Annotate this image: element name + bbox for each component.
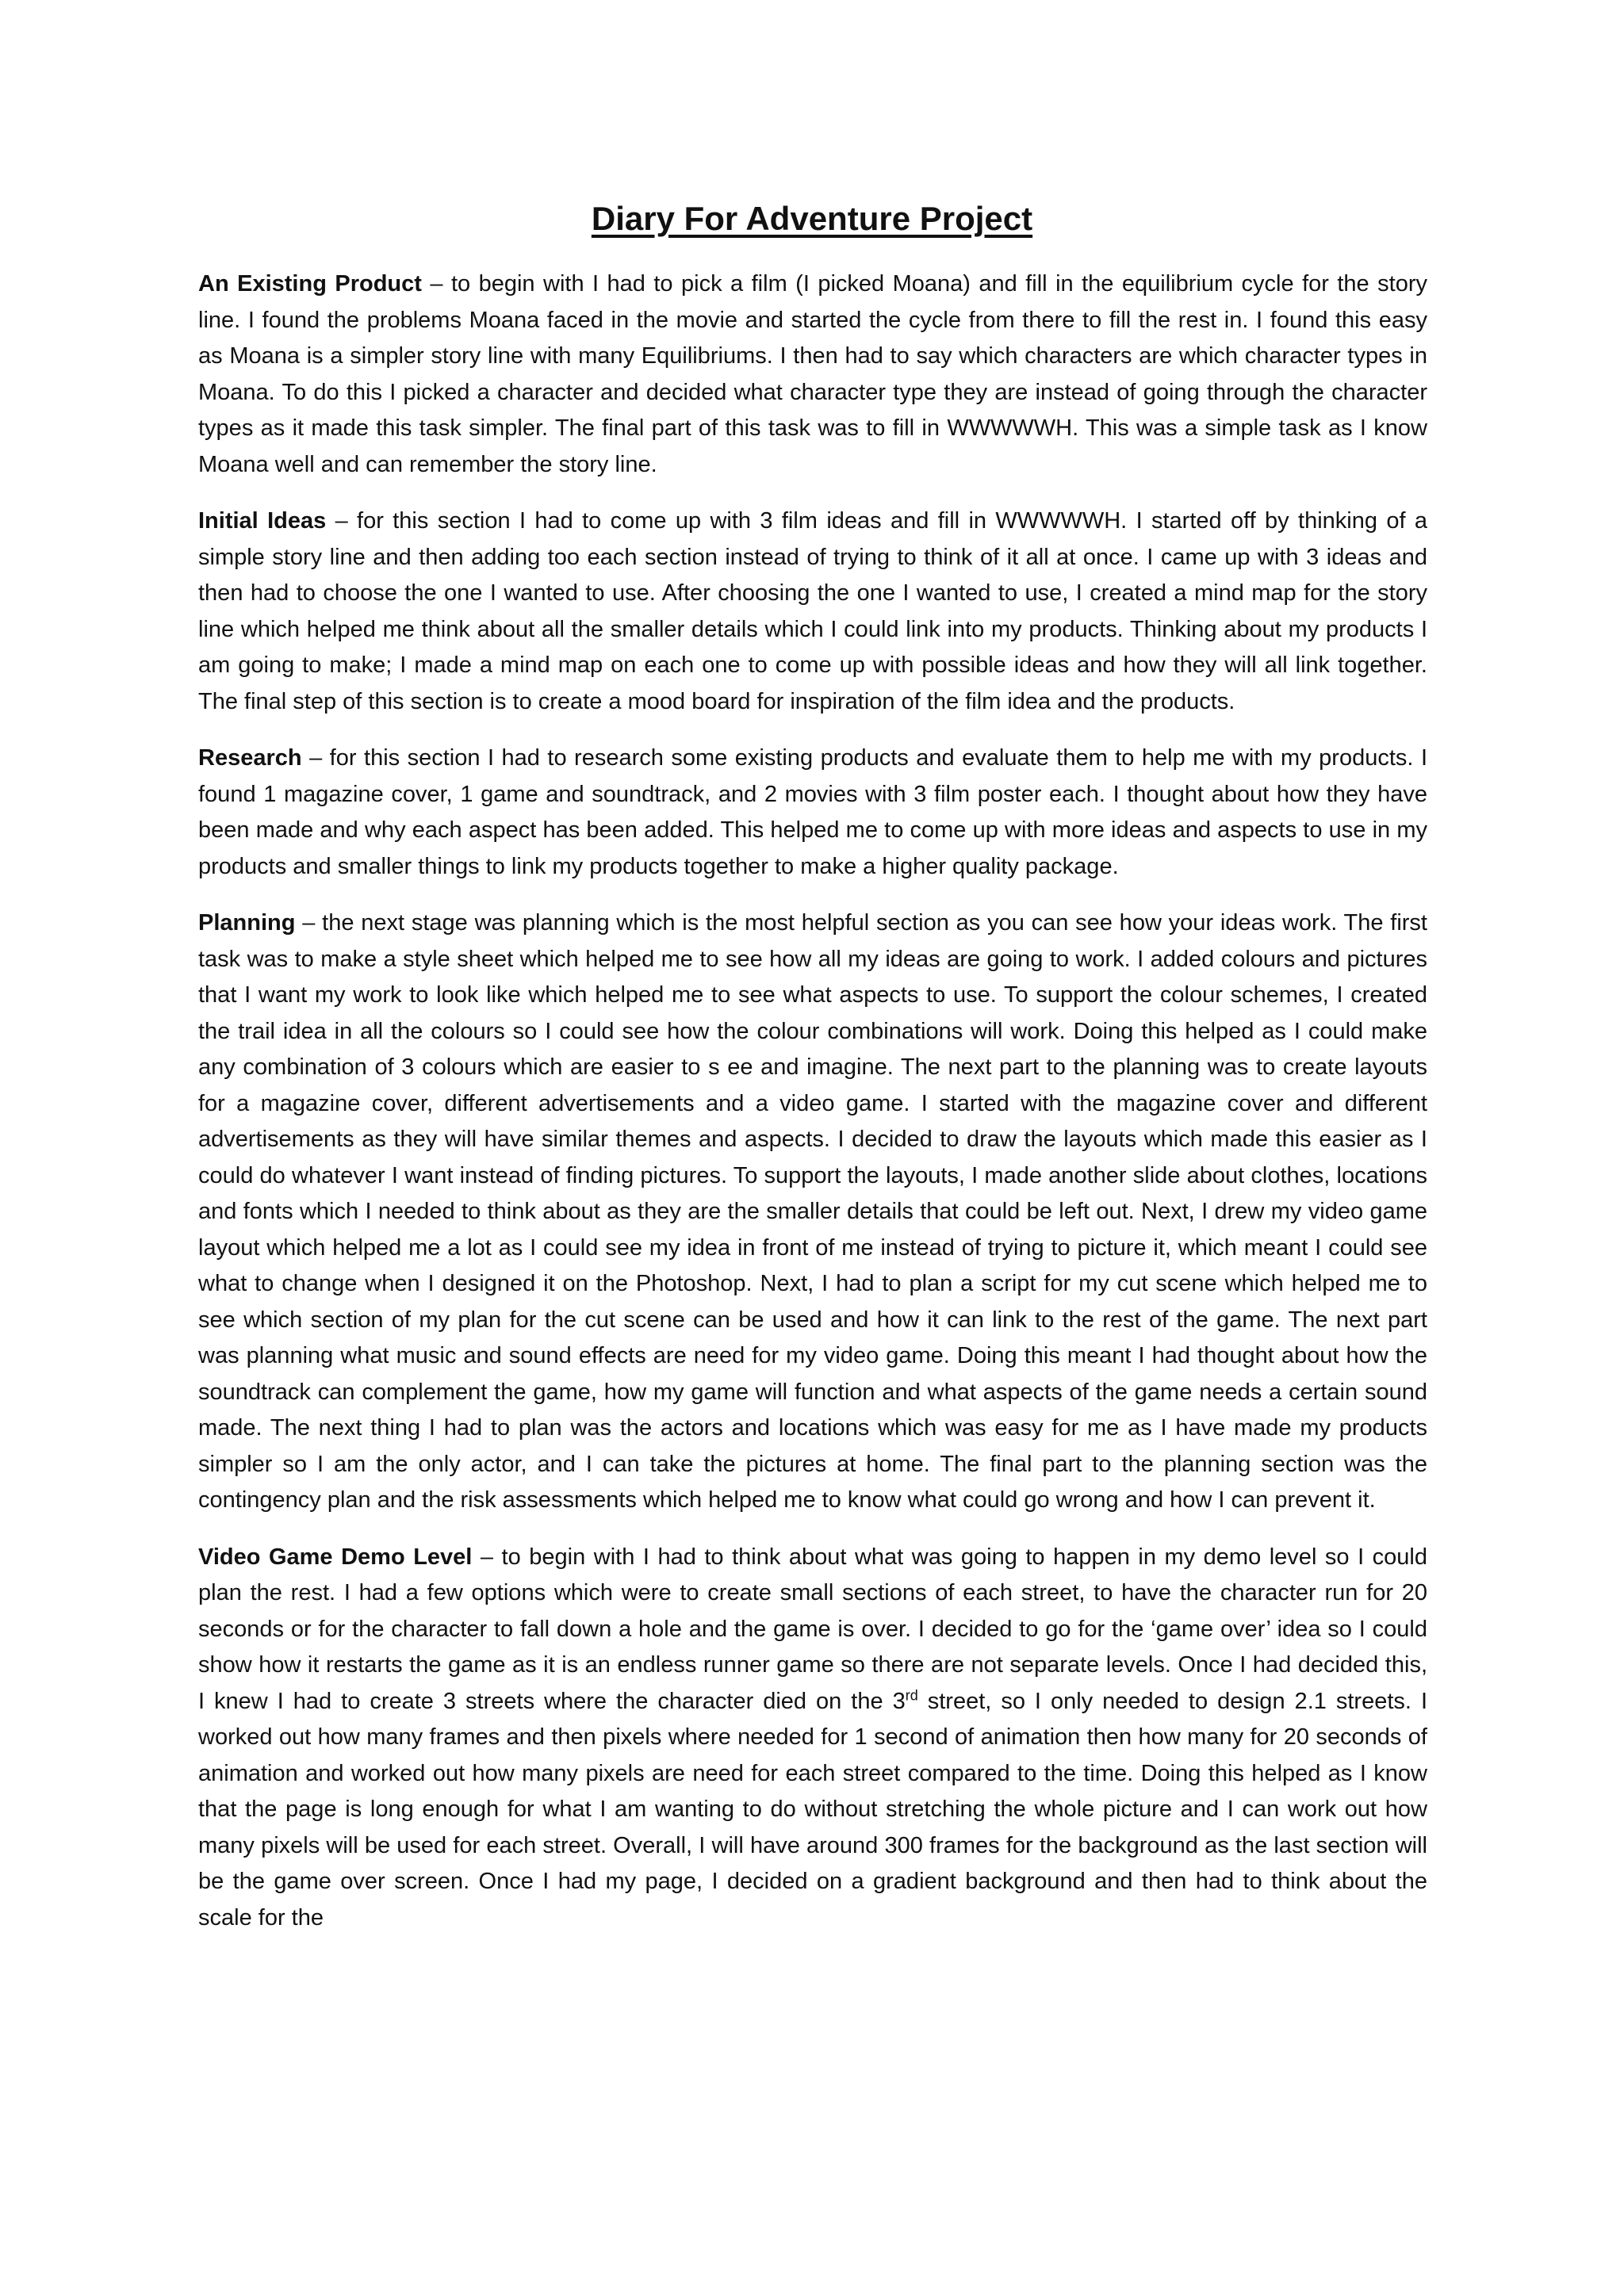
section-text: – for this section I had to research some existing products and evaluate them to help me with my products. I found 1 magazine cover, 1 game and soundtrack, and 2 movies with 3 film poster each. I thought about how they have been made and why each aspect has been added. This helped me to come up with more ideas and aspects to use in my products and smaller things to link my products together to make a higher quality package. bbox=[198, 745, 1427, 879]
section-text: – for this section I had to come up with 3 film ideas and fill in WWWWWH. I started off by thinking of a simple story line and then adding too each section instead of trying to think of it all at once. I came up with 3 ideas and then had to choose the one I wanted to use. After choosing the one I wanted to use, I created a mind map for the story line which helped me think about all the smaller details which I could link into my products. Thinking about my products I am going to make; I made a mind map on each one to come up with possible ideas and how they will all link together. The final step of this section is to create a mood board for inspiration of the film idea and the products. bbox=[198, 508, 1427, 714]
section-text-continued: street, so I only needed to design 2.1 streets. I worked out how many frames and then pixels where needed for 1 second of animation then how many for 20 seconds of animation and worked out how many pixels are need for each street compared to the time. Doing this helped as I know that the page is long enough for what I am wanting to do without stretching the whole picture and I can work out how many pixels will be used for each street. Overall, I will have around 300 frames for the background as the last section will be the game over screen. Once I had my page, I decided on a gradient background and then had to think about the scale for the bbox=[198, 1688, 1427, 1931]
ordinal-superscript: rd bbox=[905, 1686, 918, 1703]
document-body bbox=[198, 266, 1427, 1957]
document-title: Diary For Adventure Project bbox=[591, 200, 1033, 237]
section-research bbox=[198, 740, 1427, 885]
section-heading: An Existing Product bbox=[198, 271, 422, 297]
section-planning bbox=[198, 905, 1427, 1519]
section-existing-product bbox=[198, 266, 1427, 483]
section-heading: Initial Ideas bbox=[198, 508, 327, 534]
section-text: – the next stage was planning which is the most helpful section as you can see how your ideas work. The first task was to make a style sheet which helped me to see how all my ideas are going to work. I added colours and pictures that I want my work to look like which helped me to see what aspects to use. To support the colour schemes, I created the trail idea in all the colours so I could see how the colour combinations will work. Doing this helped as I could make any combination of 3 colours which are easier to s ee and imagine. The next part to the planning was to create layouts for a magazine cover, different advertisements and a video game. I started with the magazine cover and different advertisements as they will have similar themes and aspects. I decided to draw the layouts which made this easier as I could do whatever I want instead of finding pictures. To support the layouts, I made another slide about clothes, locations and fonts which I needed to think about as they are the smaller details that could be left out. Next, I drew my video game layout which helped me a lot as I could see my idea in front of me instead of trying to picture it, which meant I could see what to change when I designed it on the Photoshop. Next, I had to plan a script for my cut scene which helped me to see which section of my plan for the cut scene can be used and how it can link to the rest of the game. The next part was planning what music and sound effects are need for my video game. Doing this meant I had thought about how the soundtrack can complement the game, how my game will function and what aspects of the game needs a certain sound made. The next thing I had to plan was the actors and locations which was easy for me as I have made my products simpler so I am the only actor, and I can take the pictures at home. The final part to the planning section was the contingency plan and the risk assessments which helped me to know what could go wrong and how I can prevent it. bbox=[198, 910, 1427, 1513]
section-text: – to begin with I had to think about what was going to happen in my demo level so I could plan the rest. I had a few options which were to create small sections of each street, to have the character run for 20 seconds or for the character to fall down a hole and the game is over. I decided to go for the ‘game over’ idea so I could show how it restarts the game as it is an endless runner game so there are not separate levels. Once I had decided this, I knew I had to create 3 streets where the character died on the 3 bbox=[198, 1544, 1427, 1714]
section-heading: Video Game Demo Level bbox=[198, 1544, 473, 1570]
section-heading: Research bbox=[198, 745, 302, 771]
section-heading: Planning bbox=[198, 910, 296, 936]
section-initial-ideas bbox=[198, 503, 1427, 720]
section-text: – to begin with I had to pick a film (I picked Moana) and fill in the equilibrium cycle for the story line. I found the problems Moana faced in the movie and started the cycle from there to fill the rest in. I found this easy as Moana is a simpler story line with many Equilibriums. I then had to say which characters are which character types in Moana. To do this I picked a character and decided what character type they are instead of going through the character types as it made this task simpler. The final part of this task was to fill in WWWWWH. This was a simple task as I know Moana well and can remember the story line. bbox=[198, 271, 1427, 477]
section-video-game-demo-level bbox=[198, 1540, 1427, 1937]
